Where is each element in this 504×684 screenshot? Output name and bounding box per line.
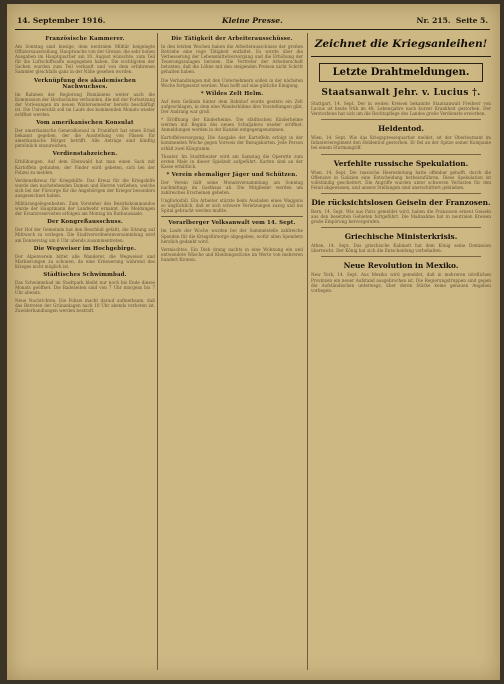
column-divider xyxy=(157,33,158,670)
article-heading: Städtisches Schwimmbad. xyxy=(43,271,127,278)
article-heading: * Wildes Zelt Helm. xyxy=(200,90,264,97)
column-divider xyxy=(307,33,308,670)
masthead-rule xyxy=(15,29,490,30)
article-text: Der Verein hält seine Monatsversammlung am Sonntag nachmittags im Gasthaus ab. Die Mitglieder werden um zahlreiches Erscheinen gebeten. xyxy=(161,179,303,196)
masthead-number xyxy=(417,16,488,25)
article-headline: Griechische Ministerkrisis. xyxy=(344,232,458,242)
war-bonds-banner: Zeichnet die Kriegsanleihen! xyxy=(311,33,491,57)
article-text: Im Rahmen der Regierung Rumäniens weiter auch die Kommission der Hochschulen verbunden, die mit der Fortsetzung der Vorlesungen im neuen Wintersemester bereits beschäftigt ist. Die Universität soll im Laufe des kommenden Monats wieder eröffnet werden. xyxy=(15,91,155,117)
article-text: Der Alpenverein bittet alle Wanderer, die Wegweiser und Markierungen zu schonen, da eine Erneuerung während des Krieges nicht möglich ist. xyxy=(15,253,155,269)
masthead-title: Kleine Presse. xyxy=(222,16,283,25)
article-headline: Die rücksichtslosen Geiseln der Franzosen. xyxy=(311,197,491,207)
article-heading: Die Tätigkeit der Arbeiterausschüsse. xyxy=(171,36,293,42)
article-text: Der Hof der Gemeinde hat den Beschluß gefaßt, die Sitzung auf Mittwoch zu verlegen. Die Stadtverordnetenversammlung wird am Donnerstag um 6 Uhr abends zusammentreten. xyxy=(15,227,155,243)
column-middle xyxy=(161,33,303,672)
article-text: Kartoffelversorgung. Die Ausgabe der Kartoffeln erfolgt in der kommenden Woche gegen Vorweis der Bezugskarten. Jede Person erhält zwei Kilogramm. xyxy=(161,135,303,151)
article-text: Wien, 14. Sept. Wie das Kriegspressequartier meldet, ist der Oberleutnant im Infanterieregiment den Heldentod gestorben. Er fiel an der Spitze seiner Kompanie bei einem Sturmangriff. xyxy=(311,135,491,151)
article-heading: Vorarlberger Volksanwalt vom 14. Sept. xyxy=(168,220,296,227)
section-rule xyxy=(321,154,481,155)
article-text: Theater. Im Stadttheater wird am Samstag die Operette zum ersten Male in dieser Spielzeit aufgeführt. Karten sind an der Kasse erhältlich. xyxy=(161,153,303,169)
article-text: Militärangelegenheiten. Zum Vorsteher des Bezirkskommandos wurde der Hauptmann der Landwehr ernannt. Die Meldungen der Ersatzreservisten erfolgen am Montag im Rathaussaale. xyxy=(15,201,155,217)
article-text: Verdienstkreuz für Kriegshilfe. Das Kreuz für die Kriegshilfe wurde den nachstehenden Damen und Herren verliehen, welche sich bei der Fürsorge für die Angehörigen der Krieger besonders ausgezeichnet haben. xyxy=(15,177,155,198)
article-heading: Französische Kammerer. xyxy=(45,36,125,42)
article-text: Der amerikanische Generalkonsul in Frankfurt hat einen Erlaß bekannt gegeben, der die Ausstellung von Pässen für amerikanische Bürger betrifft. Alle Anträge sind künftig persönlich einzureichen. xyxy=(15,128,155,149)
article-text: Die Verhandlungen mit den Unternehmern sollen in der nächsten Woche fortgesetzt werden. Man hofft auf eine gütliche Einigung. xyxy=(161,77,303,88)
article-text: Auf dem Gelände hinter dem Bahnhof wurde gestern ein Zelt aufgeschlagen, in dem eine Wanderbühne ihre Vorstellungen gibt. Der Andrang war groß. xyxy=(161,98,303,114)
section-rule xyxy=(321,119,481,120)
page-number: Seite 5. xyxy=(455,16,488,25)
article-heading: Verdienstabzeichen. xyxy=(52,151,118,158)
masthead-date: 14. September 1916. xyxy=(17,16,106,25)
section-rule xyxy=(321,227,481,228)
article-headline: Heldentod. xyxy=(378,124,424,134)
article-text: Athen, 14. Sept. Das griechische Kabinett hat dem König seine Demission überreicht. Der König hat sich die Entscheidung vorbehalten. xyxy=(311,243,491,254)
article-text: Im Laufe der Woche wurden bei der Sammelstelle zahlreiche Spenden für die Kriegsfürsorge abgegeben, wofür allen Spendern herzlich gedankt wird. xyxy=(161,228,303,244)
article-text: New York, 14. Sept. Aus Mexiko wird gemeldet, daß in mehreren nördlichen Provinzen ein neuer Aufstand ausgebrochen ist. Die Regierungstruppen sind gegen die Aufständischen unterwegs, über deren Stärke keine genauen Angaben vorliegen. xyxy=(311,272,491,293)
article-headline: Staatsanwalt Jehr. v. Lucius †. xyxy=(321,88,481,98)
article-text: Bern, 14. Sept. Wie aus Paris gemeldet wird, haben die Franzosen erneut Geiseln aus den besetzten Gebieten fortgeführt. Die Maßnahme hat in neutralen Kreisen große Empörung hervorgerufen. xyxy=(311,208,491,225)
article-heading: Der Kongreßausschuss. xyxy=(47,219,123,226)
section-rule xyxy=(161,216,303,217)
article-heading: Verknüpfung des akademischen Nachwuchses. xyxy=(33,77,137,90)
article-text: Unglücksfall. Ein Arbeiter stürzte beim Ausladen eines Waggons so unglücklich, daß er sich schwere Verletzungen zuzog und ins Spital gebracht werden mußte. xyxy=(161,198,303,214)
article-text: Stuttgart, 14. Sept. Der in weiten Kreisen bekannte Staatsanwalt Freiherr von Lucius ist heute früh im 48. Lebensjahre nach kurzer Krankheit gestorben. Der Verstorbene hat sich um die Rechtspflege des Landes große Verdienste erworben. xyxy=(311,101,491,117)
article-text: * Eröffnung der Kinderheime. Die städtischen Kinderheime werden mit Beginn des neuen Schuljahres wieder eröffnet. Anmeldungen werden in der Kanzlei entgegengenommen. xyxy=(161,117,303,133)
column-left xyxy=(15,33,155,672)
article-heading: * Verein ehemaliger Jäger und Schützen. xyxy=(166,171,298,178)
article-heading: Vom amerikanischen Konsulat xyxy=(36,120,134,127)
article-headline: Verfehlte russische Spekulation. xyxy=(333,158,469,168)
article-text: Vermischtes. Ein Dieb drang nachts in eine Wohnung ein und entwendete Wäsche und Kleidungsstücke im Werte von mehreren hundert Kronen. xyxy=(161,246,303,262)
masthead xyxy=(17,16,488,28)
article-heading: Die Wegweiser im Hochgebirge. xyxy=(33,245,137,252)
article-text: Am Sonntag sind hiesige, dem neutralen Militär beigelegte Offiziersausstellung, Hauptwache von der Grenze, die sehr hohen Ausgaben im Hauptquartier am 10. August wünschte, zum Teil für die Luftschiffwaffe ausgegeben haben. Die wichtigsten der Sachen wurden zum Teil verkauft und von dem erfahrenen Sammler gleichfalls ganz in der Nähe gesehen worden. xyxy=(15,44,155,75)
article-text: Das Schwimmbad im Stadtpark bleibt nur noch bis Ende dieses Monats geöffnet. Die Badezeiten sind von 7 Uhr morgens bis 7 Uhr abends. xyxy=(15,279,155,296)
article-headline: Neue Revolution in Mexiko. xyxy=(343,261,459,271)
latest-news-header: Letzte Drahtmeldungen. xyxy=(319,63,483,82)
article-text: Wien, 14. Sept. Die russische Heeresleitung hatte offenbar gehofft, durch die Offensive in Galizien eine Entscheidung herbeizuführen. Diese Spekulation ist vollständig gescheitert. Die Angriffe wurden unter schweren Verlusten für den Feind abgewiesen, und unsere Stellungen sind unerschüttert geblieben. xyxy=(311,169,491,190)
newspaper-page xyxy=(7,4,500,680)
issue-number: Nr. 215. xyxy=(416,16,451,25)
column-right xyxy=(311,33,491,672)
article-text: In den letzten Wochen haben die Arbeiterausschüsse der großen Betriebe eine rege Tätigkeit entfaltet. Es wurde über die Verbesserung der Lebensmittelversorgung und die Erhöhung der Teuerungszulagen beraten. Die Vertreter der Arbeiterschaft betonten, daß die Löhne mit den steigenden Preisen nicht Schritt gehalten haben. xyxy=(161,44,303,75)
article-text: Erblühungen. Auf dem Ebenwald hat man einen Sack mit Kartoffeln gefunden; der Finder wird gebeten, sich bei der Polizei zu melden. xyxy=(15,159,155,175)
section-rule xyxy=(321,256,481,257)
section-rule xyxy=(321,193,481,194)
article-text: Neue Nachrichten. Die Polizei macht darauf aufmerksam, daß das Betreten der Grünanlagen nach 10 Uhr abends verboten ist. Zuwiderhandlungen werden bestraft. xyxy=(15,298,155,314)
